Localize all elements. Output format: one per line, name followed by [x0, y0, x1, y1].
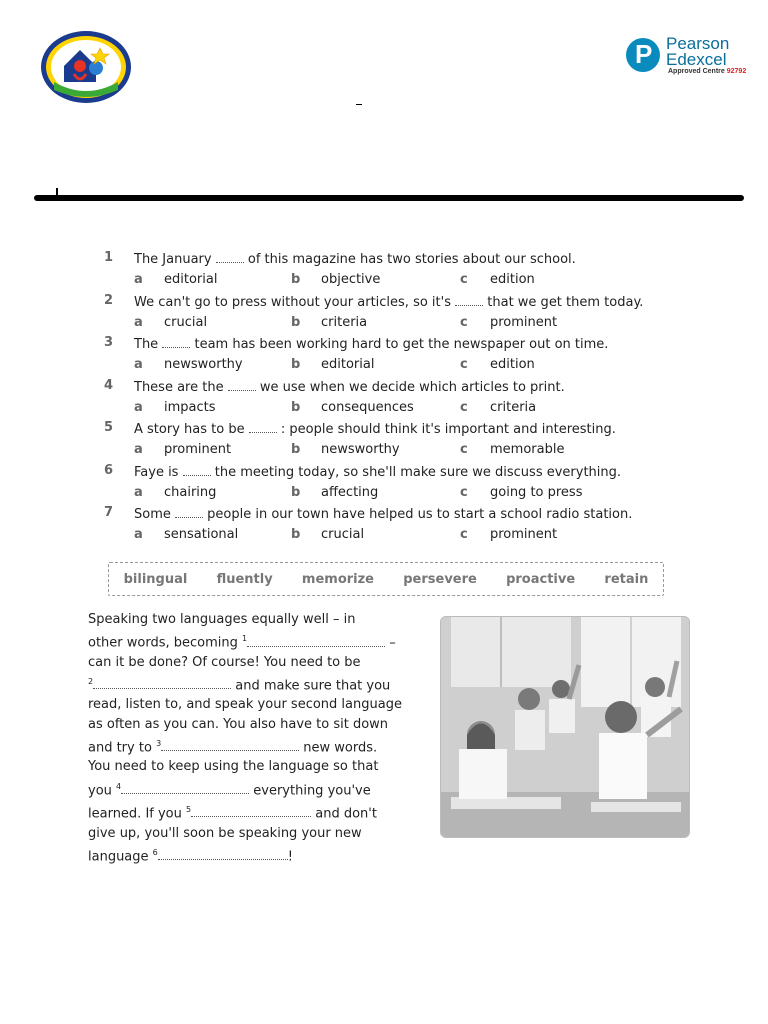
question-item [104, 420, 704, 463]
pearson-brand-text: Pearson Edexcel [666, 34, 730, 69]
gap-6[interactable] [158, 848, 288, 860]
option-b[interactable]: b objective [291, 272, 381, 287]
answer-blank[interactable] [455, 293, 483, 306]
word-proactive: proactive [506, 571, 576, 587]
option-b[interactable]: b editorial [291, 357, 375, 372]
pearson-p-icon: P [626, 38, 660, 72]
option-b[interactable]: b newsworthy [291, 442, 400, 457]
option-b[interactable]: b criteria [291, 314, 368, 330]
gap-4[interactable] [121, 782, 249, 794]
question-number: 5 [104, 420, 114, 435]
school-logo [40, 30, 132, 104]
question-number: 1 [104, 250, 114, 265]
answer-blank[interactable] [175, 505, 203, 518]
option-b[interactable]: b consequences [291, 399, 414, 415]
question-number: 3 [104, 335, 114, 350]
option-c[interactable]: c going to press [460, 484, 583, 500]
option-b[interactable]: b affecting [291, 484, 379, 500]
question-number: 7 [104, 505, 114, 520]
option-a[interactable]: a sensational [134, 527, 239, 542]
gap-5[interactable] [191, 805, 311, 817]
gap-fill-passage: Speaking two languages equally well – in other words, becoming $^1$ – can it be done? Of course! You need to be $^2$ and make sure that you read, listen to, and speak your second language as often as you can. You also have to sit down and try to $^3$ new words. You need to keep using the language so that you $^4$ everything you've learned. If you $^5$ and don't give up, you'll soon be speaking your new language $^6$ ! [88, 612, 402, 865]
option-a[interactable]: a prominent [134, 442, 232, 457]
option-c[interactable]: c memorable [460, 442, 565, 457]
question-number: 4 [104, 377, 114, 393]
answer-blank[interactable] [228, 378, 256, 391]
pearson-edexcel-logo [626, 36, 754, 86]
word-memorize: memorize [301, 571, 374, 587]
question-stem: A story has to be : people should think it's important and interesting. [134, 422, 616, 437]
option-c[interactable]: c edition [460, 272, 535, 287]
option-c[interactable]: c edition [460, 357, 535, 372]
word-fluently: fluently [216, 571, 273, 587]
question-stem: Faye is the meeting today, so she'll make sure we discuss everything. [134, 464, 622, 480]
option-a[interactable]: a chairing [134, 484, 217, 500]
word-persevere: persevere [403, 571, 477, 587]
header-dash [356, 104, 362, 105]
question-item [104, 335, 704, 378]
word-retain: retain [604, 571, 649, 587]
question-item [104, 378, 704, 421]
question-number: 2 [104, 292, 114, 308]
gap-1[interactable] [247, 635, 385, 647]
gap-3[interactable] [161, 739, 299, 751]
option-c[interactable]: c prominent [460, 314, 558, 330]
question-stem: The January of this magazine has two stories about our school. [134, 252, 576, 267]
gap-2[interactable] [93, 677, 231, 689]
question-item [104, 250, 704, 293]
approved-centre-text: Approved Centre 92792 [668, 68, 747, 75]
question-stem: Some people in our town have helped us to start a school radio station. [134, 507, 633, 522]
option-c[interactable]: c criteria [460, 399, 537, 415]
question-item [104, 293, 704, 336]
option-a[interactable]: a newsworthy [134, 357, 243, 372]
question-item [104, 463, 704, 506]
option-c[interactable]: c prominent [460, 527, 558, 542]
answer-blank[interactable] [162, 335, 190, 348]
question-list [104, 250, 704, 548]
word-box [108, 562, 664, 596]
answer-blank[interactable] [216, 250, 244, 263]
classroom-illustration [441, 617, 689, 837]
answer-blank[interactable] [183, 463, 211, 476]
answer-blank[interactable] [249, 420, 277, 433]
option-a[interactable]: a impacts [134, 399, 216, 415]
question-number: 6 [104, 462, 114, 478]
word-bilingual: bilingual [123, 571, 188, 587]
classroom-photo [440, 616, 690, 838]
option-a[interactable]: a crucial [134, 314, 208, 330]
question-item [104, 505, 704, 548]
option-b[interactable]: b crucial [291, 527, 365, 542]
question-stem: We can't go to press without your articles, so it's that we get them today. [134, 294, 644, 310]
question-stem: These are the we use when we decide which articles to print. [134, 379, 565, 395]
header-divider [34, 195, 744, 201]
question-stem: The team has been working hard to get the newspaper out on time. [134, 337, 609, 352]
option-a[interactable]: a editorial [134, 272, 218, 287]
